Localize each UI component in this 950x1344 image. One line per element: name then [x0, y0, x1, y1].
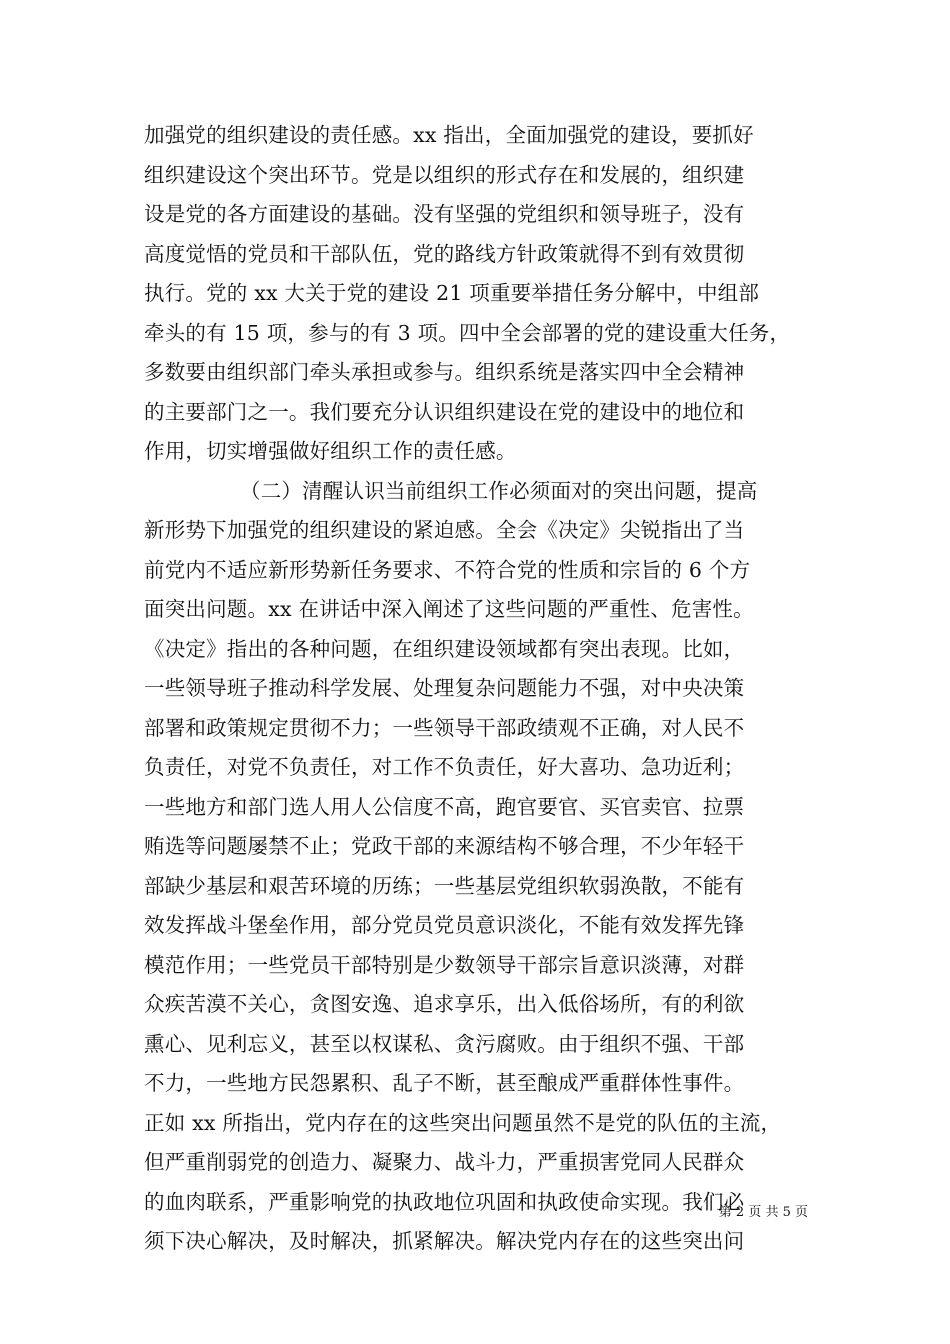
text-line: 须下决心解决，及时解决，抓紧解决。解决党内存在的这些突出问: [144, 1229, 745, 1253]
text-line: 负责任，对党不负责任，对工作不负责任，好大喜功、急功近利；: [144, 755, 745, 779]
page-number-footer: 第 2 页 共 5 页: [718, 1205, 808, 1220]
text-line: 一些领导班子推动科学发展、处理复杂问题能力不强，对中央决策: [144, 676, 745, 700]
text-line: 组织建设这个突出环节。党是以组织的形式存在和发展的，组织建: [144, 162, 745, 187]
text-line: 贿选等问题屡禁不止；党政干部的来源结构不够合理，不少年轻干: [144, 834, 745, 858]
text-line: 作用，切实增强做好组织工作的责任感。: [144, 439, 517, 463]
text-line: 但严重削弱党的创造力、凝聚力、战斗力，严重损害党同人民群众: [144, 1150, 745, 1174]
text-line: 加强党的组织建设的责任感。xx 指出，全面加强党的建设，要抓好: [144, 123, 754, 147]
text-line: 《决定》指出的各种问题，在组织建设领域都有突出表现。比如，: [144, 636, 745, 661]
body-text: [144, 116, 824, 1262]
text-line: 设是党的各方面建设的基础。没有坚强的党组织和领导班子，没有: [144, 202, 745, 226]
text-line: 模范作用；一些党员干部特别是少数领导干部宗旨意识淡薄，对群: [144, 952, 745, 977]
text-line: 一些地方和部门选人用人公信度不高，跑官要官、买官卖官、拉票: [144, 794, 745, 819]
text-line: 正如 xx 所指出，党内存在的这些突出问题虽然不是党的队伍的主流，: [144, 1110, 782, 1135]
text-line: 部缺少基层和艰苦环境的历练；一些基层党组织软弱涣散，不能有: [144, 873, 745, 898]
text-line: 执行。党的 xx 大关于党的建设 21 项重要举措任务分解中，中组部: [144, 281, 760, 305]
text-line: 众疾苦漠不关心，贪图安逸、追求享乐，出入低俗场所，有的利欲: [144, 992, 745, 1016]
text-line: 效发挥战斗堡垒作用，部分党员党员意识淡化，不能有效发挥先锋: [144, 913, 745, 937]
text-line: 面突出问题。xx 在讲话中深入阐述了这些问题的严重性、危害性。: [144, 597, 754, 621]
text-line: 牵头的有 15 项，参与的有 3 项。四中全会部署的党的建设重大任务，: [144, 320, 791, 345]
text-line: 部署和政策规定贯彻不力；一些领导干部政绩观不正确，对人民不: [144, 715, 745, 740]
text-line: 新形势下加强党的组织建设的紧迫感。全会《决定》尖锐指出了当: [144, 518, 745, 542]
text-line: 的血肉联系，严重影响党的执政地位巩固和执政使命实现。我们必: [144, 1189, 745, 1214]
section-heading-line: （二）清醒认识当前组织工作必须面对的突出问题，提高: [240, 478, 758, 503]
text-line: 多数要由组织部门牵头承担或参与。组织系统是落实四中全会精神: [144, 360, 745, 384]
text-line: 的主要部门之一。我们要充分认识组织建设在党的建设中的地位和: [144, 399, 745, 424]
text-line: 不力，一些地方民怨累积、乱子不断，甚至酿成严重群体性事件。: [144, 1071, 745, 1095]
text-line: 高度觉悟的党员和干部队伍，党的路线方针政策就得不到有效贯彻: [144, 241, 745, 266]
text-line: 前党内不适应新形势新任务要求、不符合党的性质和宗旨的 6 个方: [144, 557, 751, 582]
text-line: 熏心、见利忘义，甚至以权谋私、贪污腐败。由于组织不强、干部: [144, 1031, 745, 1056]
